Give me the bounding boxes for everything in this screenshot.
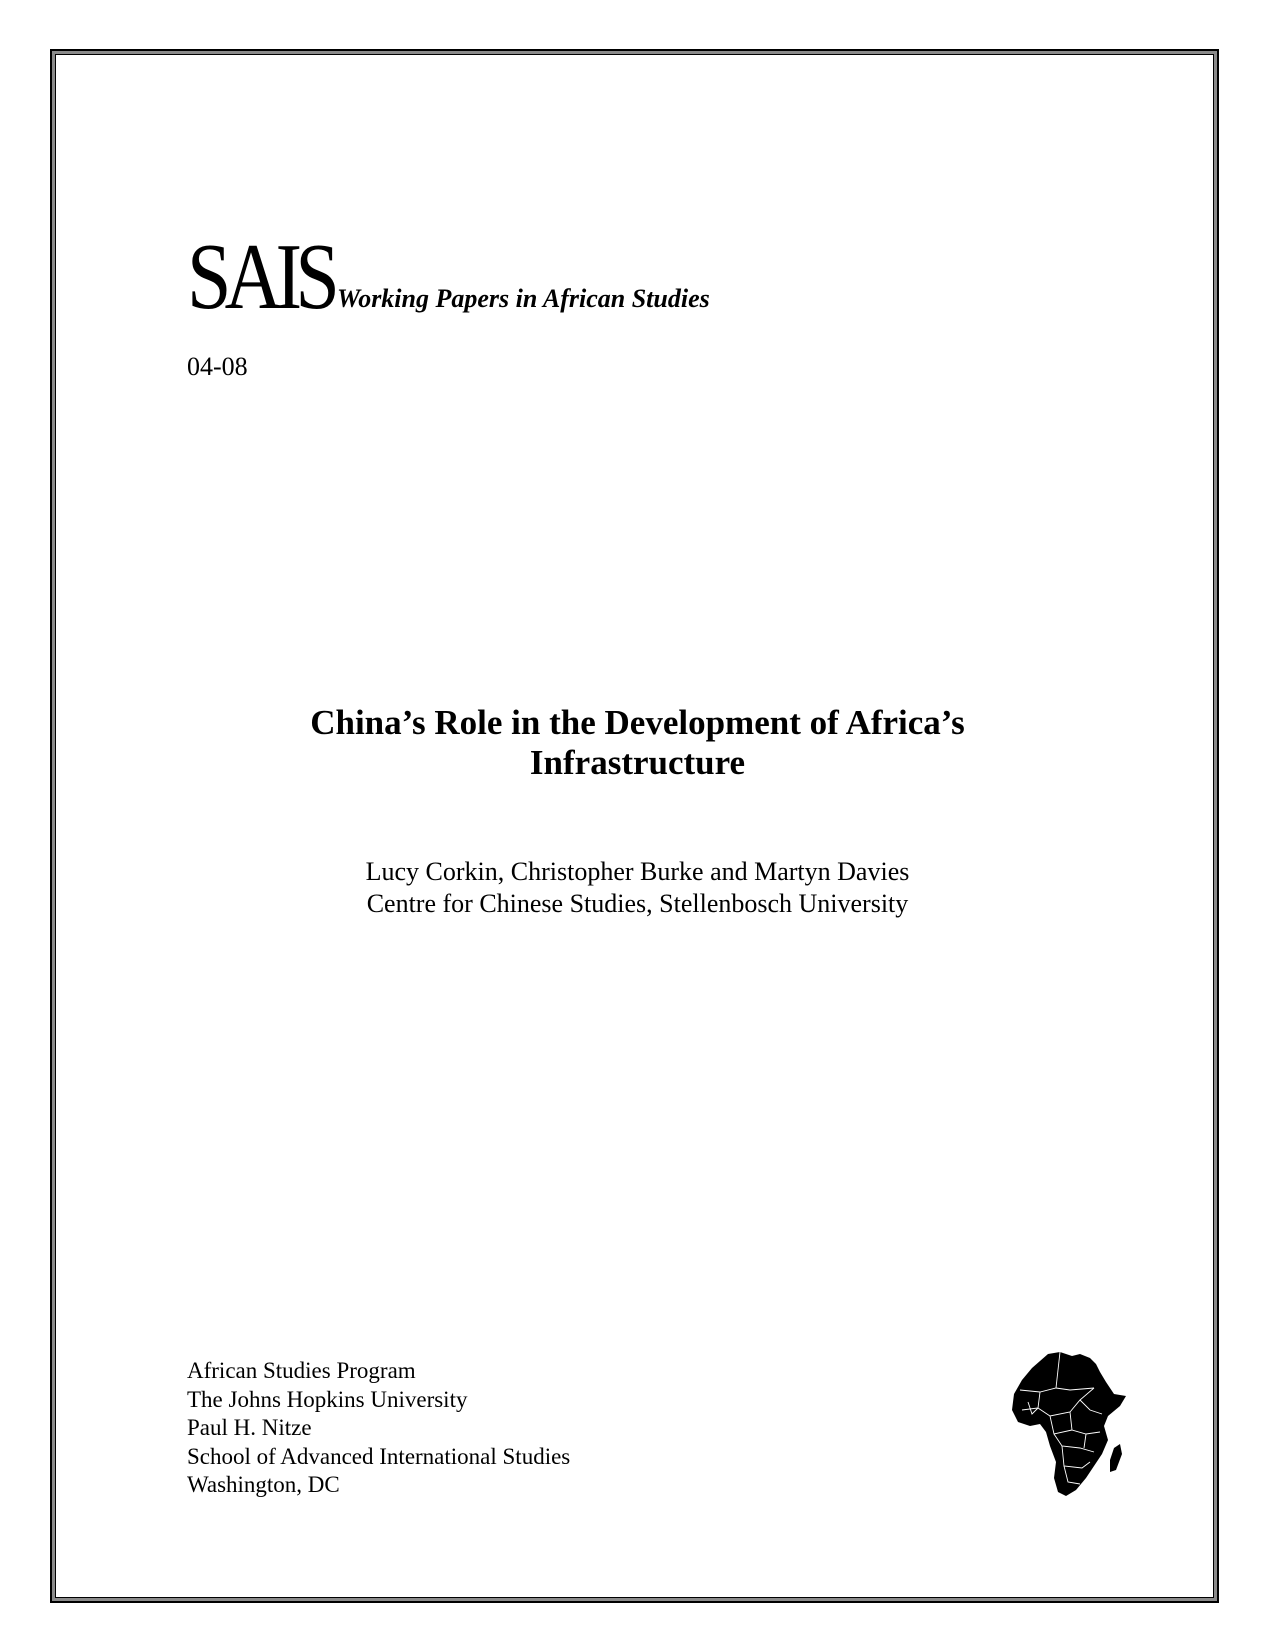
address-line: Paul H. Nitze	[187, 1415, 312, 1440]
address-line: African Studies Program	[187, 1358, 416, 1383]
paper-number: 04-08	[187, 352, 248, 381]
author-affiliation: Centre for Chinese Studies, Stellenbosch University	[366, 889, 909, 918]
author-names: Lucy Corkin, Christopher Burke and Martyn Davies	[365, 857, 910, 886]
authors-block	[120, 856, 1155, 920]
logo-text: SAIS	[187, 225, 336, 329]
address-block	[187, 1357, 570, 1500]
address-line: Washington, DC	[187, 1472, 340, 1497]
title-line: China’s Role in the Development of Africa’s	[310, 703, 965, 742]
address-line: The Johns Hopkins University	[187, 1386, 468, 1412]
masthead	[187, 225, 710, 329]
series-title: Working Papers in African Studies	[337, 284, 710, 313]
address-line: School of Advanced International Studies	[187, 1443, 571, 1469]
paper-title	[120, 703, 1155, 783]
sais-logo	[187, 225, 336, 329]
title-line: Infrastructure	[529, 743, 746, 782]
africa-map-icon	[1010, 1350, 1128, 1502]
